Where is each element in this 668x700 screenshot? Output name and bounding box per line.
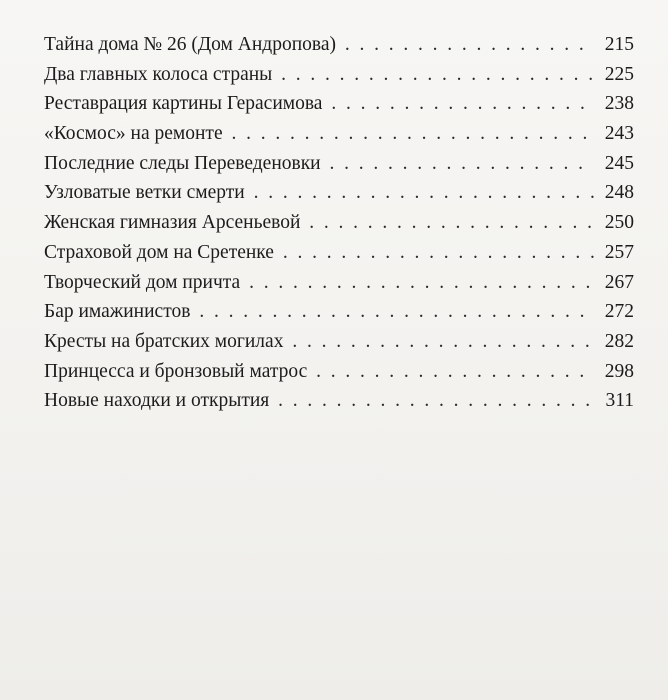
toc-entry	[44, 268, 634, 298]
dot-leader	[194, 297, 594, 327]
toc-entry	[44, 297, 634, 327]
toc-entry-title: Кресты на братских могилах	[44, 330, 284, 352]
toc-entry-title: Женская гимназия Арсеньевой	[44, 212, 301, 234]
toc-entry	[44, 327, 634, 357]
toc-entry-title: Страховой дом на Сретенке	[44, 241, 274, 263]
toc-entry	[44, 208, 634, 238]
toc-entry-page: 243	[604, 123, 634, 145]
toc-entry-page: 282	[604, 330, 634, 352]
table-of-contents	[44, 30, 634, 416]
toc-entry	[44, 119, 634, 149]
toc-entry-title: Новые находки и открытия	[44, 390, 270, 412]
toc-entry-title: Бар имажинистов	[44, 301, 191, 323]
toc-entry-title: Узловатые ветки смерти	[44, 182, 245, 204]
toc-entry-page: 267	[604, 271, 634, 293]
toc-entry	[44, 386, 634, 416]
dot-leader	[325, 149, 594, 179]
toc-entry-page: 238	[604, 93, 634, 115]
toc-entry-title: Последние следы Переведеновки	[44, 152, 321, 174]
toc-entry-title: Творческий дом причта	[44, 271, 241, 293]
toc-entry	[44, 60, 634, 90]
toc-entry	[44, 89, 634, 119]
dot-leader	[249, 178, 594, 208]
toc-entry	[44, 30, 634, 60]
toc-entry-page: 245	[604, 152, 634, 174]
toc-entry-title: Принцесса и бронзовый матрос	[44, 360, 308, 382]
toc-entry-title: Реставрация картины Герасимова	[44, 93, 323, 115]
dot-leader	[287, 327, 594, 357]
toc-entry-page: 257	[604, 241, 634, 263]
dot-leader	[340, 30, 594, 60]
toc-entry-page: 298	[604, 360, 634, 382]
toc-entry-page: 225	[604, 63, 634, 85]
toc-entry-title: Два главных колоса страны	[44, 63, 273, 85]
dot-leader	[326, 89, 594, 119]
dot-leader	[311, 357, 594, 387]
toc-entry	[44, 149, 634, 179]
toc-entry-page: 215	[604, 34, 634, 55]
toc-entry-page: 250	[604, 212, 634, 234]
toc-entry	[44, 178, 634, 208]
toc-entry	[44, 357, 634, 387]
toc-entry-page: 311	[605, 390, 634, 412]
toc-entry-page: 248	[604, 182, 634, 204]
dot-leader	[273, 386, 594, 416]
toc-entry-title: «Космос» на ремонте	[44, 123, 223, 145]
dot-leader	[278, 238, 594, 268]
dot-leader	[244, 268, 594, 298]
dot-leader	[304, 208, 594, 238]
dot-leader	[276, 60, 594, 90]
toc-entry-page: 272	[604, 301, 634, 323]
toc-entry	[44, 238, 634, 268]
toc-entry-title: Тайна дома № 26 (Дом Андропова)	[44, 34, 336, 55]
dot-leader	[227, 119, 594, 149]
